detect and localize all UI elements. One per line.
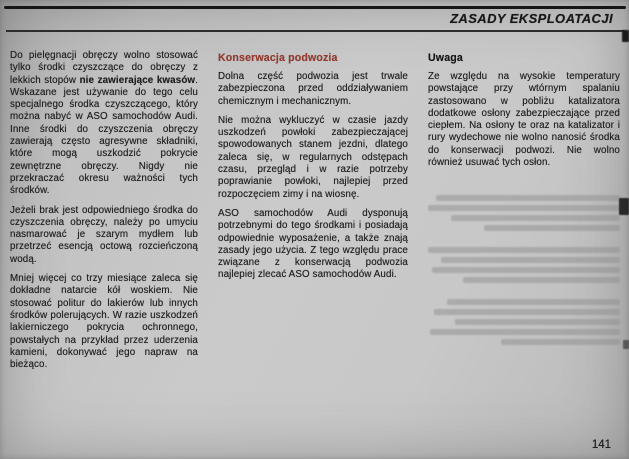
bleedthrough-line <box>432 267 620 273</box>
bleedthrough-line <box>447 299 620 305</box>
page-number: 141 <box>591 439 611 451</box>
bleedthrough-line <box>441 257 620 263</box>
scan-bleedthrough-artifact <box>428 195 620 345</box>
paragraph-wheel-care <box>10 50 198 198</box>
paragraph-inspection-advice: Nie można wykluczyć w czasie jazdy uszkodzeń powłoki zabezpieczającej spowodowanych stanem jezdni, dlatego zaleca się, w regularnych odstępach czasu, przegląd i w razie potrzeby poprawianie powłoki, najlepiej przed rozpoczęciem zimy i na wiosnę. <box>218 114 408 200</box>
bleedthrough-gap <box>428 235 620 243</box>
bleedthrough-line <box>428 247 620 253</box>
section-heading-note: Uwaga <box>428 52 463 64</box>
paragraph-bold-text: nie zawierające kwasów <box>79 74 196 86</box>
bleedthrough-line <box>451 215 620 221</box>
bleedthrough-gap <box>428 287 620 295</box>
column-left <box>10 50 198 378</box>
column-right <box>428 50 620 378</box>
paragraph-soap-tip: Jeżeli brak jest odpowiedniego środka do czyszczenia obręczy, należy po umyciu nasmarować je szarym mydłem lub przetrzeć esencją octową rozcieńczoną wodą. <box>10 204 198 265</box>
scan-artifact-right-edge <box>623 340 629 349</box>
paragraph-aso-services: ASO samochodów Audi dysponują potrzebnymi do tego środkami i posiadają odpowiednie wyposażenie, a także znają zasady jego użycia. Z tego względu prace związane z konserwacją podwozia najlepiej zlecać ASO samochodów Audi. <box>218 207 408 281</box>
paragraph-text: . Wskazane jest używanie do tego celu specjalnego środka czyszczącego, który można nabyć w ASO samochodów Audi. Inne środki do czyszczenia obręczy zawierają często agresywne składniki, które mogą uszkodzić pokrycie zewnętrzne obręczy. Nigdy nie przekraczać okresu ważności tych środków. <box>10 74 199 197</box>
scan-artifact-top-line <box>4 6 626 9</box>
text-columns <box>10 50 619 378</box>
paragraph-underbody-protection: Dolna część podwozia jest trwale zabezpieczona przed oddziaływaniem chemicznym i mechanicznym. <box>218 71 408 107</box>
bleedthrough-line <box>430 329 620 335</box>
bleedthrough-line <box>463 277 620 283</box>
page-header <box>10 10 613 28</box>
scan-artifact-right-edge <box>619 198 629 215</box>
paragraph-text: Do pielęgnacji obręczy wolno stosować tylko środki czyszczące do obręczy z lekkich stopów <box>10 50 198 86</box>
header-rule <box>6 30 625 32</box>
section-heading-chassis: Konserwacja podwozia <box>218 52 338 64</box>
page-title: ZASADY EKSPLOATACJI <box>450 11 613 26</box>
bleedthrough-line <box>436 195 620 201</box>
bleedthrough-line <box>484 225 620 231</box>
paragraph-heat-shield-warning: Ze względu na wysokie temperatury powstające przy wtórnym spalaniu zastosowano w pobliżu katalizatora dodatkowe osłony zabezpieczające przed ciepłem. Na osłony te oraz na katalizator i rury wydechowe nie wolno nanosić środka do konserwacji podwozi. Nie wolno również usuwać tych osłon. <box>428 71 620 169</box>
bleedthrough-line <box>434 309 620 315</box>
scan-artifact-right-edge <box>622 30 629 42</box>
bleedthrough-line <box>501 339 620 345</box>
column-middle <box>218 50 408 378</box>
bleedthrough-line <box>455 319 620 325</box>
bleedthrough-line <box>428 205 620 211</box>
paragraph-wax-tip: Mniej więcej co trzy miesiące zaleca się dokładne natarcie kół woskiem. Nie stosować politur do lakierów lub innych środków polerujących. W razie uszkodzeń lakierniczego pokrycia ochronnego, powstałych na przykład przez uderzenia kamieni, dokonywać jego napraw na bieżąco. <box>10 273 198 371</box>
